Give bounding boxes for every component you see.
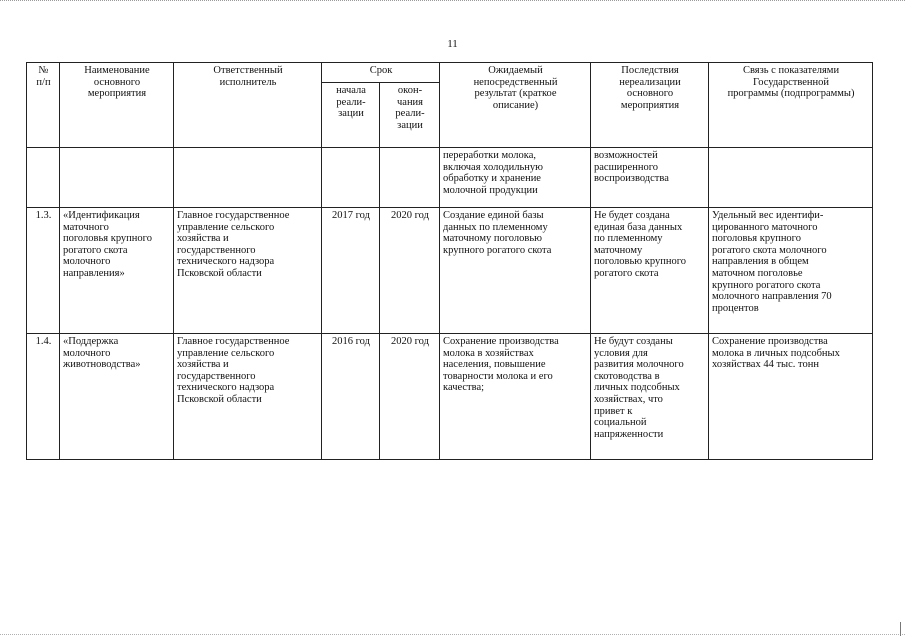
cell-expected: переработки молока, включая холодильную обработку и хранение молочной продукции	[440, 148, 591, 208]
header-row	[27, 63, 873, 83]
header-executor: Ответственный исполнитель	[174, 63, 322, 148]
header-term-end: окон- чания реали- зации	[380, 83, 440, 148]
cell-executor: Главное государственное управление сельского хозяйства и государственного технического надзора Псковской области	[174, 334, 322, 460]
cell-num	[27, 148, 60, 208]
table-row-1-3	[27, 208, 873, 334]
header-expected: Ожидаемый непосредственный результат (краткое описание)	[440, 63, 591, 148]
table-row-1-4	[27, 334, 873, 460]
cell-expected: Создание единой базы данных по племенному маточному поголовью крупного рогатого скота	[440, 208, 591, 334]
cell-executor: Главное государственное управление сельского хозяйства и государственного технического надзора Псковской области	[174, 208, 322, 334]
cell-link: Сохранение производства молока в личных подсобных хозяйствах 44 тыс. тонн	[709, 334, 873, 460]
scan-edge-top	[0, 0, 905, 3]
cell-start: 2016 год	[322, 334, 380, 460]
cell-consequences: возможностей расширенного воспроизводства	[591, 148, 709, 208]
cell-num: 1.3.	[27, 208, 60, 334]
cell-name: «Идентификация маточного поголовья крупного рогатого скота молочного направления»	[60, 208, 174, 334]
cell-link	[709, 148, 873, 208]
header-num: № п/п	[27, 63, 60, 148]
cell-expected: Сохранение производства молока в хозяйствах населения, повышение товарности молока и его качества;	[440, 334, 591, 460]
table-row-continuation	[27, 148, 873, 208]
measures-table	[26, 62, 873, 460]
cell-name: «Поддержка молочного животноводства»	[60, 334, 174, 460]
cell-num: 1.4.	[27, 334, 60, 460]
cell-consequences: Не будет создана единая база данных по племенному маточному поголовью крупного рогатого скота	[591, 208, 709, 334]
cell-end	[380, 148, 440, 208]
header-link: Связь с показателями Государственной программы (подпрограммы)	[709, 63, 873, 148]
cell-end: 2020 год	[380, 334, 440, 460]
header-term-start: начала реали- зации	[322, 83, 380, 148]
cell-end: 2020 год	[380, 208, 440, 334]
cell-name	[60, 148, 174, 208]
header-consequences: Последствия нереализации основного мероприятия	[591, 63, 709, 148]
cell-consequences: Не будут созданы условия для развития молочного скотоводства в личных подсобных хозяйствах, что привет к социальной напряженности	[591, 334, 709, 460]
header-term: Срок	[322, 63, 440, 83]
cell-start	[322, 148, 380, 208]
scan-edge-bottom	[0, 634, 905, 636]
header-name: Наименование основного мероприятия	[60, 63, 174, 148]
cell-start: 2017 год	[322, 208, 380, 334]
scan-edge-mark	[900, 622, 902, 636]
cell-executor	[174, 148, 322, 208]
cell-link: Удельный вес идентифи- цированного маточного поголовья крупного рогатого скота молочного направления в общем маточном поголовье крупного рогатого скота молочного направления 70 процентов	[709, 208, 873, 334]
page-number: 11	[447, 38, 458, 50]
